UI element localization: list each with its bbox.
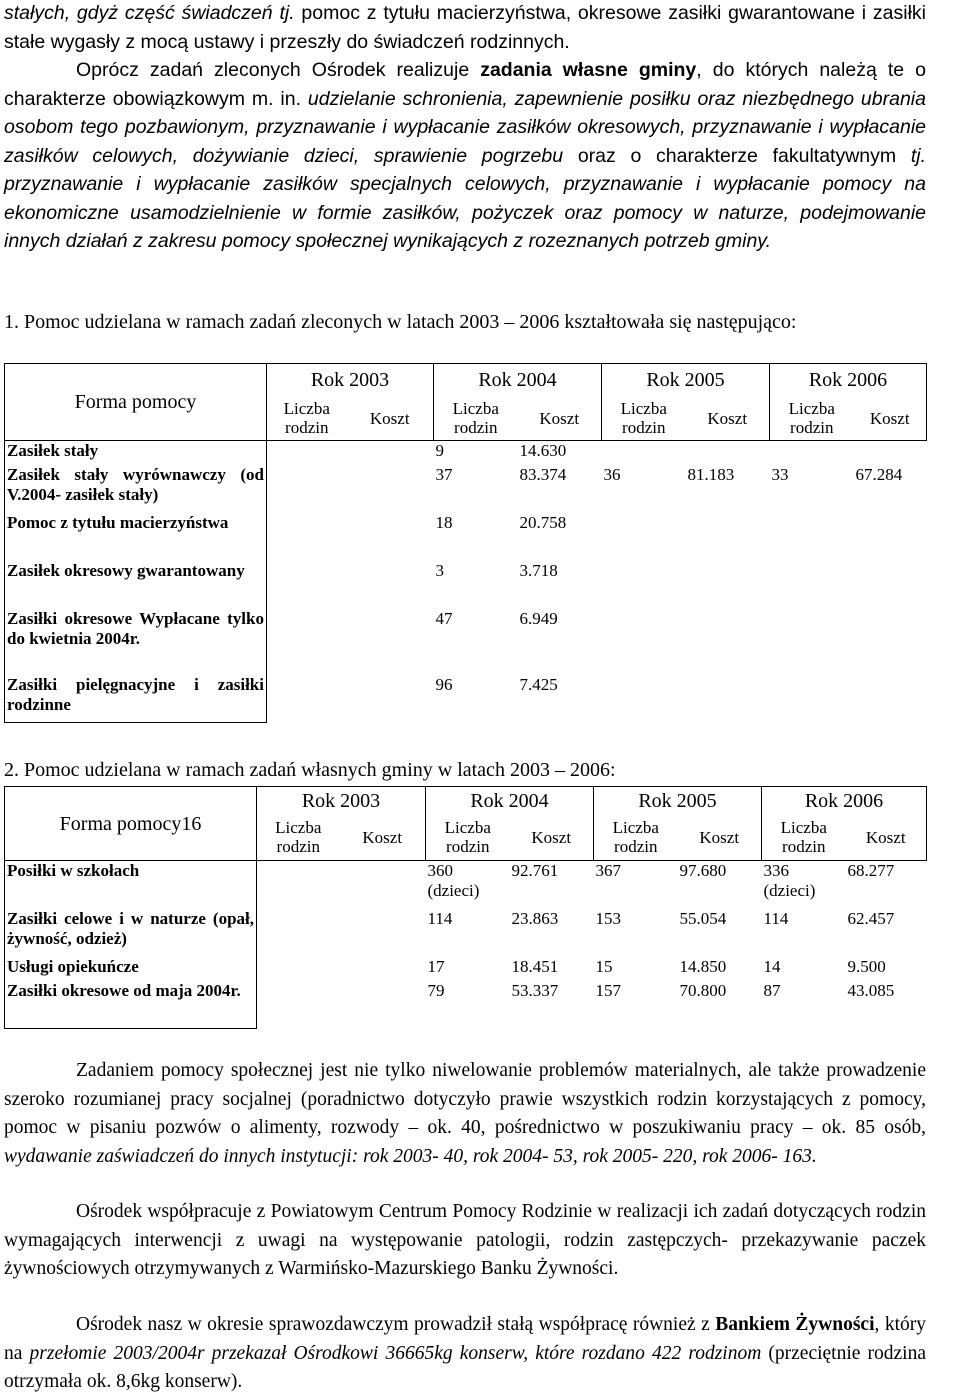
table-cell: 367 — [595, 861, 621, 880]
section2-heading: 2. Pomoc udzielana w ramach zadań własnych gminy w latach 2003 – 2006: — [4, 759, 616, 781]
table-zadania-wlasne — [4, 786, 927, 1029]
table-cell — [854, 513, 927, 561]
table-row — [5, 561, 927, 609]
table-cell — [770, 675, 854, 723]
table-row — [5, 675, 927, 723]
table-cell: 15 — [595, 956, 613, 976]
table-cell: Zasiłek stały — [5, 441, 267, 465]
table-cell — [854, 675, 927, 723]
outro-paragraph-2: Ośrodek współpracuje z Powiatowym Centrum Pomocy Rodzinie w realizacji ich zadań dotyczących rodzin wymagających interwencji z uwagi na występowanie patologii, rodzin zastępczych- przekazywanie paczek żywnościowych otrzymywanych z Warmińsko-Mazurskiego Banku Żywności. — [4, 1201, 926, 1279]
t1-koszt-2005: Koszt — [686, 397, 770, 441]
table-cell: 47 — [435, 608, 453, 628]
table-cell: Zasiłki okresowe od maja 2004r. — [5, 981, 257, 1029]
table-row — [5, 513, 927, 561]
p2-italic-2: tj. przyznawanie i wypłacanie zasiłków specjalnych celowych, przyznawanie i wypłacanie pomocy na ekonomiczne usamodzielnienie w formie zasiłków, pożyczek oraz pomocy w naturze, podejmowanie innych działań z zakresu pomocy społecznej wynikających z rozeznanych potrzeb gminy. — [4, 144, 926, 252]
table-cell: 17 — [427, 956, 445, 976]
table-cell — [770, 609, 854, 675]
table-cell: 18.451 — [511, 956, 559, 976]
table-cell: Usługi opiekuńcze — [5, 957, 257, 981]
table-cell: 114 — [763, 908, 789, 928]
table-cell: 79 — [427, 980, 445, 1000]
intro-paragraph-1 — [4, 0, 926, 56]
table-cell — [686, 513, 770, 561]
table-cell — [347, 441, 434, 465]
table-cell: 53.337 — [511, 980, 559, 1000]
table-cell: 81.183 — [687, 464, 735, 484]
p2-mid: , do których należą te o charakterze obowiązkowym m. in. — [4, 59, 926, 110]
t1-koszt-2004: Koszt — [518, 397, 602, 441]
table-cell: 83.374 — [519, 464, 567, 484]
table-row — [5, 861, 927, 909]
t1-liczba-2004: Liczba rodzin — [434, 397, 518, 441]
outro-p3-bold: Bankiem Żywności — [715, 1314, 875, 1335]
table-cell — [686, 441, 770, 465]
t2-liczba-2003: Liczba rodzin — [257, 815, 340, 861]
t1-year-2006: Rok 2006 — [770, 364, 927, 397]
table-cell: Posiłki w szkołach — [5, 861, 257, 909]
table-cell: 87 — [763, 980, 781, 1000]
intro-rest: pomoc z tytułu macierzyństwa, okresowe zasiłki gwarantowane i zasiłki stałe wygasły z mocą ustawy i przeszły do świadczeń rodzinnych. — [4, 2, 926, 53]
t2-koszt-2006: Koszt — [846, 815, 927, 861]
table-cell — [854, 441, 927, 465]
table-cell: 9.500 — [847, 956, 886, 976]
table-cell — [686, 609, 770, 675]
table-cell: Pomoc z tytułu macierzyństwa — [5, 513, 267, 561]
table-cell — [770, 561, 854, 609]
t1-liczba-2005: Liczba rodzin — [602, 397, 686, 441]
table-row — [5, 441, 927, 465]
table-cell — [347, 675, 434, 723]
table-cell: Zasiłki pielęgnacyjne i zasiłki rodzinne — [5, 675, 267, 723]
table-cell: 6.949 — [519, 608, 558, 628]
outro-p1-italic: wydawanie zaświadczeń do innych instytucji: rok 2003- 40, rok 2004- 53, rok 2005- 220, rok 2006- 163. — [4, 1145, 817, 1167]
table-cell — [267, 561, 347, 609]
t2-year-2004: Rok 2004 — [426, 787, 594, 815]
t2-liczba-2005: Liczba rodzin — [594, 815, 678, 861]
table-cell — [686, 561, 770, 609]
t2-liczba-2004: Liczba rodzin — [426, 815, 510, 861]
table-cell — [257, 957, 340, 981]
table-cell: 33 — [771, 464, 789, 484]
table-cell: 14.630 — [519, 441, 567, 460]
table-cell — [602, 513, 686, 561]
intro-paragraph-2 — [4, 56, 926, 256]
table-cell: 9 — [435, 441, 444, 460]
t2-koszt-2005: Koszt — [678, 815, 762, 861]
table-cell: 37 — [435, 464, 453, 484]
table-cell — [267, 675, 347, 723]
outro-p3-italic: przełomie 2003/2004r przekazał Ośrodkowi 36665kg konserw, które rozdano 422 rodzinom — [29, 1342, 762, 1364]
table-cell: 92.761 — [511, 861, 559, 880]
table-cell: 3 — [435, 560, 444, 580]
t1-liczba-2003: Liczba rodzin — [267, 397, 347, 441]
table-cell: 97.680 — [679, 861, 727, 880]
table-cell: Zasiłki okresowe Wypłacane tylko do kwietnia 2004r. — [5, 609, 267, 675]
table-cell — [602, 441, 686, 465]
intro-italic-start: stałych, gdyż część świadczeń tj. — [4, 2, 295, 24]
table-cell: Zasiłki celowe i w naturze (opał, żywność, odzież) — [5, 909, 257, 957]
table-cell: 14.850 — [679, 956, 727, 976]
table-row — [5, 465, 927, 513]
section1-heading: 1. Pomoc udzielana w ramach zadań zleconych w latach 2003 – 2006 kształtowała się następująco: — [4, 311, 797, 333]
table-cell: 96 — [435, 674, 453, 694]
table-cell — [686, 675, 770, 723]
table-cell — [347, 513, 434, 561]
table-cell: 23.863 — [511, 908, 559, 928]
table-cell — [347, 465, 434, 513]
table-cell: 336 (dzieci) — [763, 861, 816, 900]
table-cell — [267, 441, 347, 465]
t2-koszt-2003: Koszt — [340, 815, 426, 861]
outro-p3-c: (przeciętnie rodzina otrzymała ok. 8,6kg konserw). — [4, 1342, 926, 1392]
table-cell — [854, 609, 927, 675]
table-cell — [257, 861, 340, 909]
t1-year-2003: Rok 2003 — [267, 364, 434, 397]
t2-year-2006: Rok 2006 — [762, 787, 927, 815]
table-cell — [602, 675, 686, 723]
t1-year-2004: Rok 2004 — [434, 364, 602, 397]
table-cell — [257, 981, 340, 1029]
t2-year-2005: Rok 2005 — [594, 787, 762, 815]
p2-start: Oprócz zadań zleconych Ośrodek realizuje — [76, 59, 481, 81]
t2-year-2003: Rok 2003 — [257, 787, 426, 815]
table-cell: 36 — [603, 464, 621, 484]
table-cell: Zasiłek okresowy gwarantowany — [5, 561, 267, 609]
table-cell: 62.457 — [847, 908, 895, 928]
table-cell: 67.284 — [855, 464, 903, 484]
table-row — [5, 909, 927, 957]
table-cell — [267, 513, 347, 561]
table-cell: 360 (dzieci) — [427, 861, 480, 900]
table-cell — [347, 561, 434, 609]
table-cell — [602, 561, 686, 609]
outro-p1-plain: Zadaniem pomocy społecznej jest nie tylko niwelowanie problemów materialnych, ale także prowadzenie szeroko rozumianej pracy socjalnej (poradnictwo dotyczyło prawie wszystkich rodzin korzystających z pomocy, pomoc w pisaniu pozwów o alimenty, rozwody – ok. 40, pośrednictwo w poszukiwaniu pracy – ok. 85 osób, — [4, 1060, 926, 1138]
t2-form-header: Forma pomocy16 — [5, 787, 257, 861]
table-cell — [267, 465, 347, 513]
table-cell: 68.277 — [847, 861, 895, 880]
outro-paragraph-3 — [4, 1311, 926, 1397]
table-cell: 3.718 — [519, 560, 558, 580]
table-cell: 7.425 — [519, 674, 558, 694]
t1-liczba-2006: Liczba rodzin — [770, 397, 854, 441]
table-cell: 20.758 — [519, 512, 567, 532]
table-cell — [340, 981, 426, 1029]
table-zadania-zlecone — [4, 363, 927, 723]
table-cell — [257, 909, 340, 957]
table-cell — [340, 957, 426, 981]
t1-year-2005: Rok 2005 — [602, 364, 770, 397]
table-cell: 114 — [427, 908, 453, 928]
table-cell — [267, 609, 347, 675]
table-row — [5, 981, 927, 1029]
table-cell: 18 — [435, 512, 453, 532]
p2-plain-2: oraz o charakterze fakultatywnym — [563, 144, 911, 167]
t1-form-header: Forma pomocy — [5, 364, 267, 441]
table-cell — [770, 441, 854, 465]
table-cell — [602, 609, 686, 675]
outro-paragraph-1 — [4, 1057, 926, 1171]
table-cell: Zasiłek stały wyrównawczy (od V.2004- zasiłek stały) — [5, 465, 267, 513]
table-cell: 70.800 — [679, 980, 727, 1000]
table-cell: 14 — [763, 956, 781, 976]
table-cell — [340, 909, 426, 957]
table-row — [5, 957, 927, 981]
table-cell — [340, 861, 426, 909]
table-cell — [770, 513, 854, 561]
t2-liczba-2006: Liczba rodzin — [762, 815, 846, 861]
table-cell — [347, 609, 434, 675]
outro-p3-b: , który na — [4, 1314, 926, 1364]
table-cell: 157 — [595, 980, 621, 1000]
outro-p3-a: Ośrodek nasz w okresie sprawozdawczym prowadził stałą współpracę również z — [76, 1314, 716, 1335]
t1-koszt-2003: Koszt — [347, 397, 434, 441]
table-row — [5, 609, 927, 675]
p2-bold: zadania własne gminy — [480, 59, 697, 81]
table-cell: 43.085 — [847, 980, 895, 1000]
table-cell: 153 — [595, 908, 621, 928]
table-cell — [854, 561, 927, 609]
t1-koszt-2006: Koszt — [854, 397, 927, 441]
t2-koszt-2004: Koszt — [510, 815, 594, 861]
p2-italic-1: udzielanie schronienia, zapewnienie posiłku oraz niezbędnego ubrania osobom tego pozbawionym, przyznawanie i wypłacanie zasiłków okresowych, przyznawanie i wypłacanie zasiłków celowych, dożywianie dzieci, sprawienie pogrzebu — [4, 87, 926, 167]
table-cell: 55.054 — [679, 908, 727, 928]
